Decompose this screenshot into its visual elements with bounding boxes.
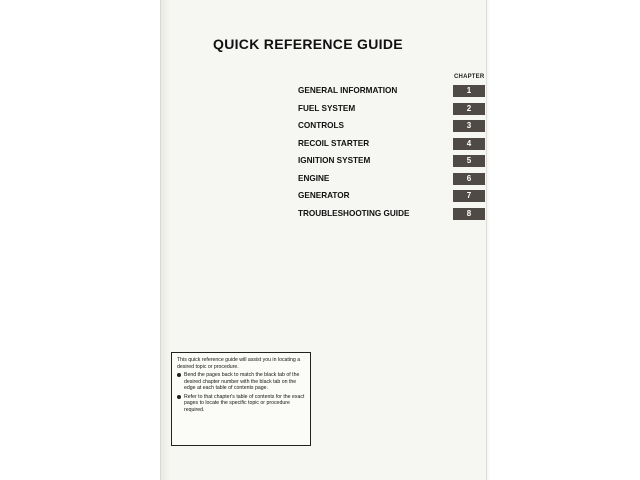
page-title: QUICK REFERENCE GUIDE (213, 36, 403, 52)
note-text: Refer to that chapter's table of contents for the exact pages to locate the specific topic or procedure required. (184, 393, 305, 413)
note-item (177, 394, 305, 414)
usage-note-box (171, 352, 311, 446)
chapter-tab[interactable]: 3 (453, 120, 485, 132)
chapter-entry[interactable] (161, 172, 486, 190)
note-list (177, 372, 305, 413)
chapter-label: RECOIL STARTER (298, 138, 370, 148)
chapter-tab[interactable]: 7 (453, 190, 485, 202)
note-intro: This quick reference guide will assist you in locating a desired topic or procedure. (177, 357, 301, 370)
note-text: Bend the pages back to match the black tab of the desired chapter number with the black tab on the edge at each table of contents page. (184, 372, 300, 391)
note-item (177, 372, 305, 392)
manual-page (160, 0, 487, 480)
chapter-list (161, 84, 486, 224)
chapter-label: GENERAL INFORMATION (298, 86, 398, 95)
chapter-tab[interactable]: 8 (453, 208, 485, 220)
chapter-entry[interactable] (161, 102, 486, 120)
chapter-tab[interactable]: 1 (453, 85, 485, 97)
chapter-column-heading: CHAPTER (454, 74, 485, 80)
chapter-label: GENERATOR (298, 191, 350, 200)
chapter-label: IGNITION SYSTEM (298, 156, 371, 165)
chapter-label: ENGINE (298, 173, 330, 183)
chapter-entry[interactable] (161, 137, 486, 155)
chapter-label: FUEL SYSTEM (298, 103, 356, 113)
chapter-tab[interactable]: 4 (453, 138, 485, 150)
chapter-label: TROUBLESHOOTING GUIDE (298, 208, 410, 218)
bullet-icon (177, 373, 181, 377)
chapter-tab[interactable]: 5 (453, 155, 485, 167)
bullet-icon (177, 395, 181, 399)
chapter-tab[interactable]: 2 (453, 103, 485, 115)
chapter-tab[interactable]: 6 (453, 173, 485, 185)
chapter-label: CONTROLS (298, 121, 344, 130)
chapter-entry[interactable] (161, 189, 486, 207)
chapter-entry[interactable] (161, 119, 486, 137)
chapter-entry[interactable] (161, 84, 486, 102)
chapter-entry[interactable] (161, 207, 486, 225)
chapter-entry[interactable] (161, 154, 486, 172)
